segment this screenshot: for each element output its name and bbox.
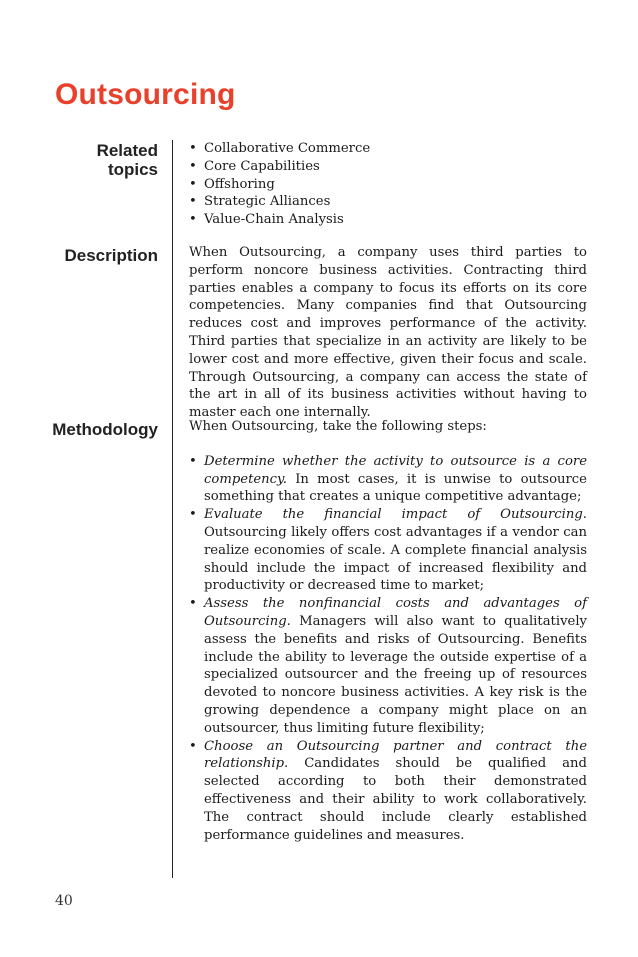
step-lead: Choose an Outsourcing partner and contract the relationship. [204, 738, 587, 772]
methodology-intro: When Outsourcing, take the following steps: [189, 419, 487, 434]
list-item: • Core Capabilities [189, 158, 587, 176]
related-topics-list [189, 140, 587, 229]
page-title: Outsourcing [55, 78, 236, 111]
related-topics-content [189, 140, 587, 229]
methodology-label: Methodology [52, 420, 158, 439]
list-item: • Value-Chain Analysis [189, 211, 587, 229]
description-text: When Outsourcing, a company uses third parties to perform noncore business activities. Contracting third parties enables a company to focus its efforts on its core competencies. Many companies find that Outsourcing reduces cost and improves performance of the activity. Third parties that specialize in an activity are likely to be lower cost and more effective, given their focus and scale. Through Outsourcing, a company can access the state of the art in all of its business activities without having to master each one internally. [189, 245, 587, 421]
list-item [189, 453, 587, 506]
list-item [189, 506, 587, 595]
related-label-line1: Related [96, 141, 158, 160]
step-body: Candidates should be qualified and selected according to both their demonstrated effectiveness and their ability to work collaboratively. The contract should include clearly established performance guidelines and measures. [204, 756, 587, 843]
methodology-content [189, 418, 587, 844]
step-lead: Assess the nonfinancial costs and advantages of Outsourcing. [204, 596, 587, 629]
column-divider [172, 140, 173, 878]
page-number: 40 [55, 893, 73, 909]
related-label-line2: topics [107, 160, 158, 179]
list-item [189, 738, 587, 845]
list-item: • Strategic Alliances [189, 193, 587, 211]
step-body: Managers will also want to qualitatively assess the benefits and risks of Outsourcing. Benefits include the ability to leverage the outside expertise of a specialized outsourcer and the freeing up of resources devoted to noncore business activities. A key risk is the growing dependence a company might place on an outsourcer, thus limiting future flexibility; [204, 613, 587, 736]
step-lead: Evaluate the financial impact of Outsourcing. [204, 507, 587, 523]
list-item [189, 595, 587, 737]
description-content [189, 244, 587, 422]
methodology-steps [189, 453, 587, 845]
step-lead: Determine whether the activity to outsource is a core competency. [204, 453, 587, 487]
list-item: • Offshoring [189, 176, 587, 194]
related-topics-label [40, 141, 158, 179]
description-label: Description [64, 246, 158, 265]
list-item: • Collaborative Commerce [189, 140, 587, 158]
step-body: Outsourcing likely offers cost advantages if a vendor can realize economies of scale. A complete financial analysis should include the impact of increased flexibility and productivity or decreased time to market; [204, 524, 587, 594]
step-body: In most cases, it is unwise to outsource something that creates a unique competitive advantage; [204, 471, 587, 505]
